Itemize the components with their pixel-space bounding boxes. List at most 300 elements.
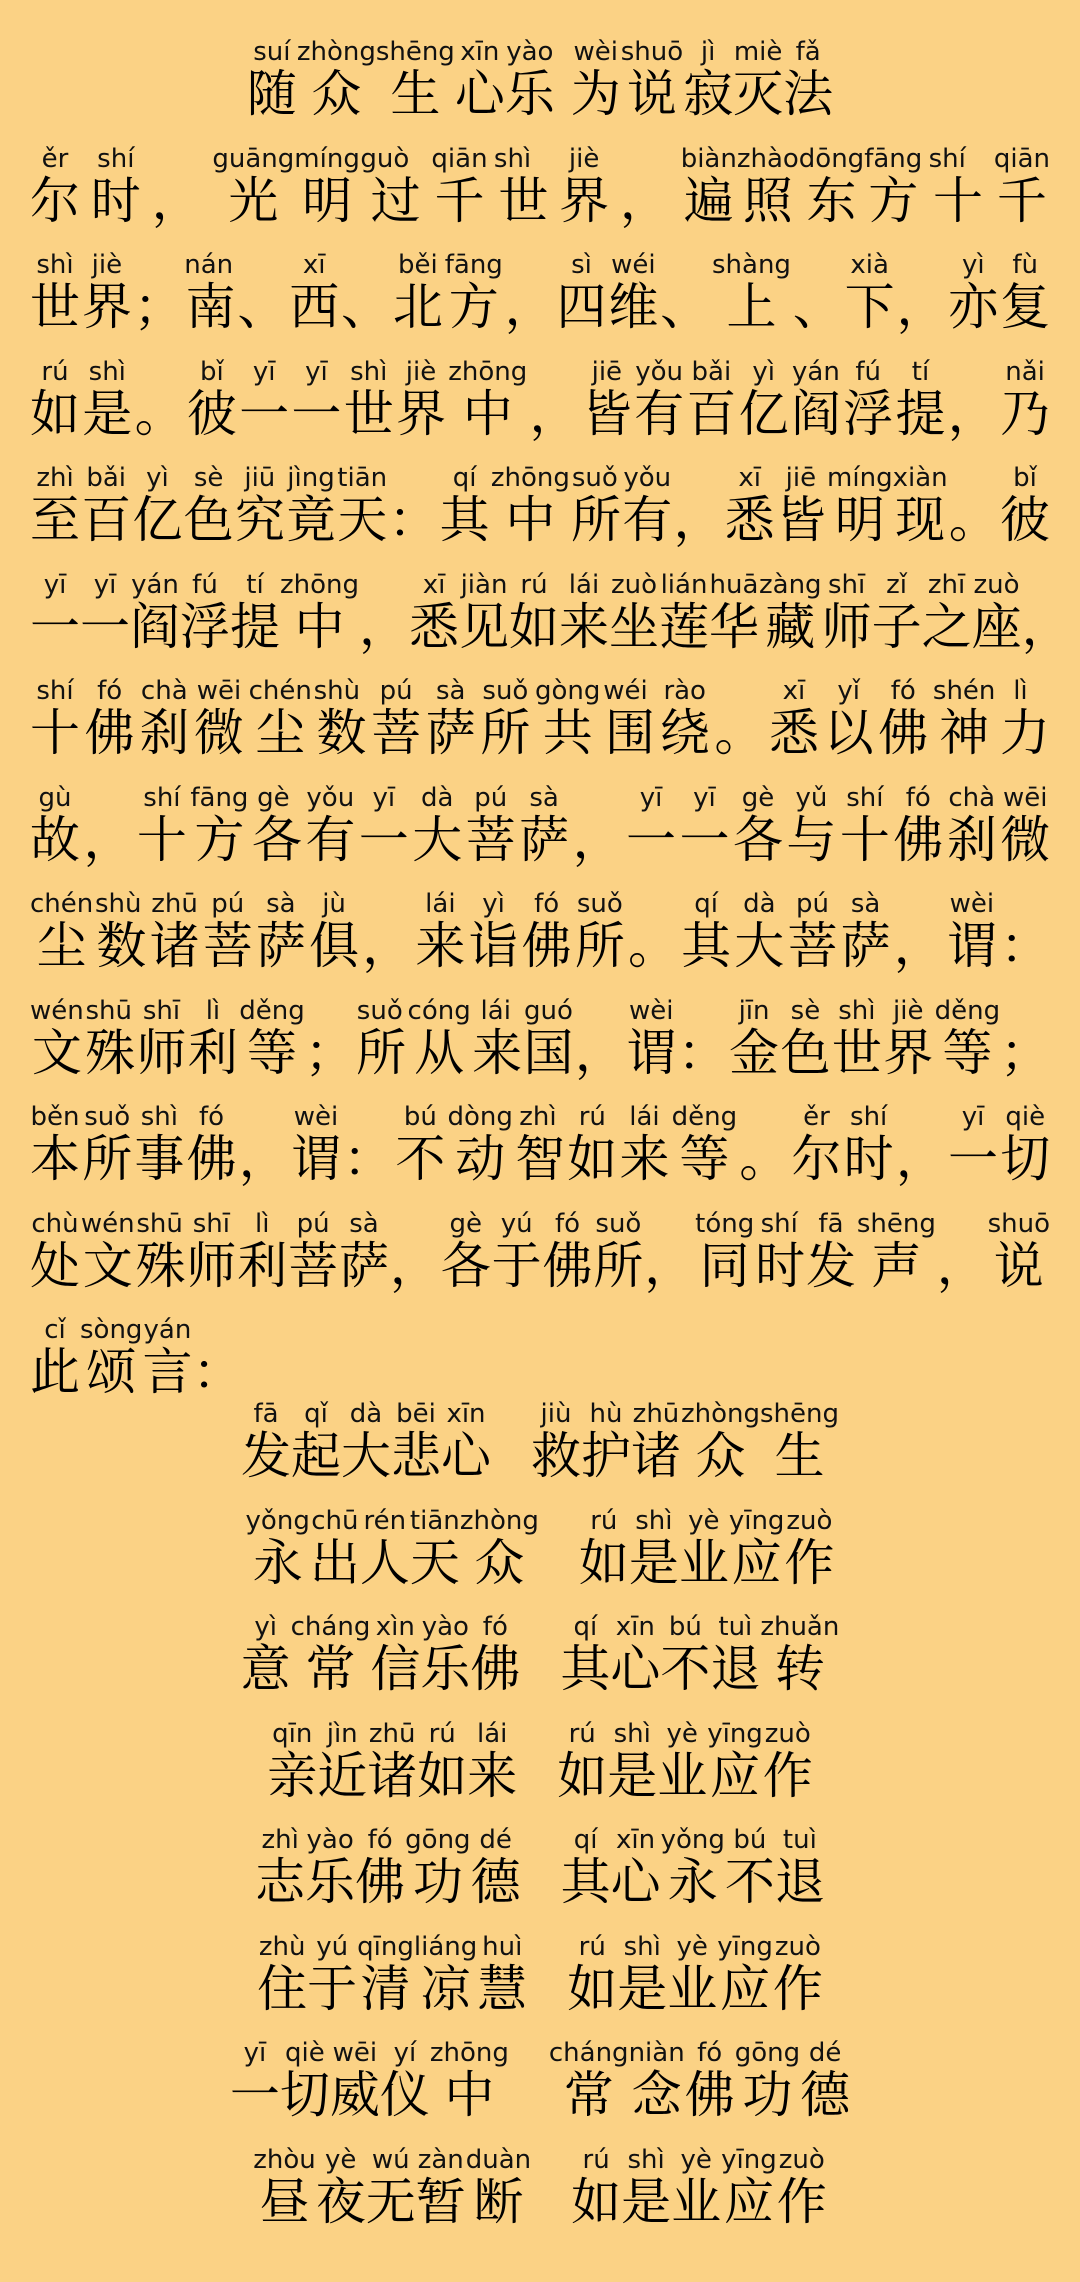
pinyin: zhòu (253, 2144, 316, 2175)
hanzi: 悉 (724, 491, 776, 549)
pinyin: wén (80, 1208, 135, 1239)
pinyin: zàng (759, 569, 822, 600)
ruby-char (791, 1102, 844, 1188)
ruby-char (660, 1612, 711, 1698)
ruby-char (341, 278, 393, 336)
pinyin: zhōng (448, 356, 528, 387)
ruby-char (729, 995, 781, 1082)
ruby-char (759, 569, 822, 656)
ruby-char (707, 1718, 763, 1805)
hanzi: 微 (1000, 810, 1051, 869)
hanzi: 百 (686, 384, 739, 443)
pinyin: fù (1000, 250, 1051, 280)
hanzi: 遍 (680, 171, 737, 230)
hanzi: 灭 (733, 65, 784, 123)
hanzi: 如 (557, 1746, 608, 1805)
ruby-char (267, 1718, 318, 1805)
ruby-char (559, 569, 609, 656)
pinyin: dòng (447, 1102, 513, 1132)
ruby-char (839, 782, 894, 869)
pinyin: bǎi (81, 463, 132, 493)
ruby-char (567, 1102, 620, 1188)
ruby-char (239, 995, 305, 1082)
ruby-char (237, 278, 289, 336)
ruby-char (470, 995, 524, 1082)
pinyin: jīn (729, 995, 780, 1026)
ruby-char (681, 889, 735, 975)
hanzi: 菩 (371, 704, 426, 762)
ruby-char (291, 356, 344, 443)
hanzi: 百 (81, 491, 133, 549)
pinyin: yī (948, 1102, 999, 1132)
hanzi: 所 (480, 704, 536, 762)
ruby-char (415, 889, 469, 975)
pinyin: yīng (721, 2144, 777, 2175)
hanzi: 亲 (267, 1746, 318, 1805)
ruby-char (491, 1208, 543, 1295)
hanzi: 世 (487, 171, 560, 230)
pinyin: wèi (290, 1102, 341, 1132)
hanzi: 十 (30, 704, 85, 762)
verse-second-half (578, 1505, 835, 1592)
hanzi: 夜 (315, 2172, 366, 2231)
pinyin: gòng (535, 676, 601, 706)
pinyin: lái (467, 1718, 518, 1749)
hanzi: 功 (405, 1853, 471, 1911)
hanzi: 近 (317, 1746, 368, 1805)
pinyin: jì (683, 37, 734, 67)
ruby-char (570, 37, 621, 123)
ruby-char (371, 676, 426, 762)
ruby-char (409, 569, 459, 656)
verse-block (0, 1399, 1080, 2254)
pinyin: xiàn (892, 463, 948, 493)
hanzi: 乐 (504, 65, 555, 123)
ruby-char (305, 1825, 356, 1911)
pinyin (390, 1209, 440, 1239)
hanzi: 诸 (149, 917, 203, 975)
ruby-char (710, 1612, 761, 1698)
pinyin: yán (790, 356, 841, 387)
hanzi: 如 (567, 1130, 620, 1188)
pinyin: ěr (791, 1102, 842, 1132)
hanzi: ， (359, 597, 409, 656)
ruby-char (798, 143, 865, 230)
hanzi: 南 (183, 278, 238, 336)
hanzi: 寂 (683, 65, 734, 123)
pinyin: sòng (80, 1315, 143, 1345)
ruby-char (248, 782, 306, 869)
hanzi: ， (673, 491, 725, 549)
pinyin: qí (439, 463, 490, 493)
ruby-char (212, 143, 295, 230)
hanzi: ， (1021, 597, 1072, 656)
ruby-char (762, 1718, 813, 1805)
pinyin: wēi (329, 2038, 380, 2068)
ruby-char (90, 143, 152, 230)
pinyin: suí (246, 37, 297, 67)
hanzi: 众 (680, 1427, 760, 1485)
ruby-char (359, 598, 409, 656)
hanzi: 佛 (355, 1853, 406, 1911)
hanzi: 以 (823, 704, 879, 762)
pinyin: qiè (279, 2038, 330, 2068)
ruby-char (358, 782, 413, 869)
hanzi: 莲 (659, 597, 709, 656)
ruby-char (448, 356, 528, 443)
hanzi: 悲 (390, 1427, 441, 1485)
hanzi: 照 (736, 171, 799, 230)
pinyin: sè (780, 995, 831, 1026)
hanzi: 言 (142, 1343, 193, 1401)
ruby-char (548, 2038, 629, 2124)
prose-line (30, 569, 1072, 680)
hanzi: 菩 (288, 1236, 339, 1295)
hanzi: 佛 (542, 1236, 594, 1295)
hanzi: 如 (30, 384, 83, 443)
hanzi: 有 (634, 384, 687, 443)
pinyin (192, 1315, 242, 1345)
hanzi: 尔 (30, 171, 91, 230)
pinyin: bēi (390, 1399, 441, 1429)
ruby-char (311, 676, 372, 762)
pinyin: shí (90, 143, 141, 174)
ruby-char (139, 676, 194, 762)
pinyin: jiū (234, 463, 285, 493)
ruby-char (1000, 463, 1051, 549)
hanzi: 现 (892, 491, 948, 549)
pinyin: guāng (212, 143, 295, 174)
ruby-char (392, 250, 445, 336)
pinyin: fó (355, 1825, 406, 1855)
pinyin: yǒng (660, 1825, 725, 1855)
pinyin: jù (309, 889, 360, 919)
pinyin: běi (392, 250, 443, 280)
hanzi: 尘 (248, 704, 312, 762)
pinyin: wèi (570, 37, 621, 67)
hanzi: 、 (660, 278, 712, 336)
ruby-char (626, 995, 678, 1082)
pinyin: yí (379, 2038, 430, 2068)
pinyin: zhōng (280, 569, 360, 600)
ruby-char (864, 143, 923, 230)
ruby-char (571, 2144, 622, 2231)
pinyin: yī (239, 356, 290, 387)
ruby-char (840, 889, 894, 975)
ruby-char (610, 1825, 661, 1911)
ruby-char (772, 1931, 823, 2018)
pinyin: yè (315, 2144, 366, 2175)
hanzi: 等 (934, 1023, 1001, 1082)
pinyin: jiè (395, 356, 446, 387)
pinyin: zuò (762, 1718, 813, 1749)
ruby-char (556, 250, 609, 336)
pinyin: cǐ (30, 1315, 80, 1345)
pinyin (948, 357, 998, 387)
hanzi: 转 (760, 1640, 840, 1698)
hanzi: 一 (626, 810, 680, 869)
pinyin: dōng (798, 143, 865, 174)
hanzi: 来 (415, 917, 469, 975)
ruby-char (932, 676, 996, 762)
hanzi: 信 (370, 1640, 421, 1698)
ruby-char (827, 463, 893, 549)
hanzi: 其 (560, 1853, 611, 1911)
hanzi: 一 (358, 810, 413, 869)
ruby-char (470, 1612, 521, 1698)
ruby-char (237, 1208, 289, 1295)
ruby-char (407, 995, 471, 1082)
hanzi: 藏 (759, 597, 822, 656)
pinyin: rú (578, 1505, 629, 1536)
pinyin (135, 357, 185, 387)
ruby-char (80, 1208, 135, 1295)
hanzi: 东 (798, 171, 865, 230)
pinyin: lì (237, 1208, 288, 1239)
pinyin (896, 250, 946, 280)
pinyin: tóng (695, 1208, 755, 1239)
pinyin: běn (30, 1102, 81, 1132)
pinyin: rú (417, 1718, 468, 1749)
hanzi: 文 (80, 1236, 135, 1295)
ruby-char (470, 1825, 521, 1911)
ruby-char (630, 1399, 681, 1485)
ruby-char (680, 143, 737, 230)
ruby-char (609, 569, 659, 656)
ruby-char (30, 889, 94, 975)
ruby-char (800, 2038, 851, 2124)
verse-first-half (245, 1505, 539, 1592)
ruby-char (557, 1718, 608, 1805)
ruby-char (575, 1024, 626, 1082)
hanzi: 微 (193, 704, 249, 762)
hanzi: 发 (240, 1427, 291, 1485)
ruby-char (296, 37, 376, 123)
hanzi: 世 (831, 1023, 884, 1082)
hanzi: 如 (567, 1959, 618, 2018)
hanzi: 故 (30, 810, 84, 869)
prose-line (30, 356, 1051, 467)
ruby-char (83, 811, 136, 869)
hanzi: 方 (444, 278, 503, 336)
pinyin: míng (294, 143, 360, 174)
pinyin: sà (255, 889, 306, 919)
ruby-char (626, 782, 680, 869)
prose-line (30, 463, 1051, 573)
pinyin: chū (309, 1505, 360, 1536)
pinyin: suǒ (354, 995, 405, 1026)
pinyin: chà (139, 676, 190, 706)
pinyin: xià (844, 250, 895, 280)
pinyin: fāng (190, 782, 249, 813)
pinyin: rú (567, 1102, 618, 1132)
prose-line (30, 1208, 1051, 1319)
pinyin (573, 783, 623, 813)
pinyin: yǒu (305, 782, 356, 813)
ruby-char (724, 463, 776, 549)
ruby-char (724, 1825, 775, 1911)
ruby-char (680, 1399, 760, 1485)
hanzi: 颂 (80, 1343, 143, 1401)
hanzi: 下 (844, 278, 897, 336)
pinyin: zhōng (490, 463, 570, 493)
pinyin: yào (305, 1825, 356, 1855)
hanzi: 如 (417, 1746, 468, 1805)
pinyin: jiē (775, 463, 826, 493)
ruby-char (667, 1931, 718, 2018)
pinyin: jìng (286, 463, 337, 493)
hanzi: 菩 (202, 917, 256, 975)
pinyin: pú (371, 676, 422, 706)
ruby-char (831, 995, 884, 1082)
ruby-char (856, 1208, 936, 1295)
ruby-char (948, 250, 1001, 336)
ruby-char (787, 889, 841, 975)
pinyin (359, 570, 409, 600)
prose-line (30, 889, 1051, 999)
ruby-char (255, 1825, 306, 1911)
hanzi: 俱 (309, 917, 363, 975)
hanzi: 中 (448, 384, 528, 443)
verse-first-half (267, 1718, 518, 1805)
ruby-char (30, 463, 82, 549)
pinyin: zuò (971, 569, 1022, 600)
pinyin (239, 1102, 289, 1132)
pinyin: fó (684, 2038, 735, 2068)
ruby-char (288, 1208, 339, 1295)
hanzi: 各 (248, 810, 306, 869)
ruby-char (657, 1718, 708, 1805)
hanzi: 界 (81, 278, 134, 336)
ruby-char (359, 143, 432, 230)
ruby-char (477, 1931, 528, 2018)
ruby-char (734, 2038, 801, 2124)
ruby-char (733, 37, 784, 123)
verse-line (0, 1399, 1080, 1509)
ruby-char (234, 463, 287, 549)
ruby-char (948, 1102, 1001, 1188)
ruby-char (280, 569, 360, 656)
pinyin: bǐ (1000, 463, 1050, 493)
ruby-char (83, 995, 137, 1082)
pinyin: yī (30, 569, 80, 600)
hanzi: 、 (790, 278, 845, 336)
hanzi: 提 (895, 384, 948, 443)
ruby-char (776, 2144, 827, 2231)
pinyin: fó (521, 889, 572, 919)
hanzi: 浮 (843, 384, 896, 443)
ruby-char (660, 1825, 725, 1911)
hanzi: 来 (559, 597, 609, 656)
pinyin: yī (358, 782, 409, 813)
ruby-char (190, 782, 249, 869)
pinyin (660, 250, 710, 280)
ruby-char (659, 676, 715, 762)
ruby-char (721, 2144, 777, 2231)
ruby-char (783, 37, 834, 123)
pinyin: fó (84, 676, 135, 706)
ruby-char (136, 995, 188, 1082)
pinyin: wéi (600, 676, 651, 706)
prose-line (30, 143, 1050, 254)
hanzi: 千 (993, 171, 1050, 230)
ruby-char (255, 889, 310, 975)
pinyin: dà (734, 889, 785, 919)
pinyin: yè (671, 2144, 722, 2175)
pinyin: tí (895, 356, 946, 387)
pinyin: xī (724, 463, 775, 493)
ruby-char (619, 1102, 672, 1188)
pinyin: fú (180, 569, 230, 600)
pinyin: shí (922, 143, 973, 174)
hanzi: 退 (710, 1640, 761, 1698)
hanzi: 亦 (948, 278, 1001, 336)
pinyin: chù (30, 1208, 81, 1239)
prose-line (30, 250, 1051, 360)
hanzi: 色 (183, 491, 235, 549)
ruby-char (971, 569, 1022, 656)
pinyin (791, 250, 841, 280)
pinyin (948, 463, 998, 493)
hanzi: 暂 (415, 2172, 466, 2231)
pinyin: fā (240, 1399, 291, 1429)
pinyin: ěr (30, 143, 80, 174)
hanzi: 一 (948, 1130, 1001, 1188)
pinyin: fó (186, 1102, 237, 1132)
hanzi: 此 (30, 1343, 80, 1401)
hanzi: 生 (759, 1427, 839, 1485)
pinyin: cháng (548, 2038, 629, 2068)
pinyin: yú (491, 1208, 542, 1239)
pinyin: cóng (407, 995, 471, 1026)
hanzi: 功 (734, 2066, 801, 2124)
hanzi: ， (574, 1023, 627, 1082)
pinyin: lì (187, 995, 238, 1026)
ruby-char (337, 463, 389, 549)
pinyin: shēng (375, 37, 455, 67)
pinyin: jiù (530, 1399, 581, 1429)
hanzi: 应 (728, 1533, 785, 1592)
pinyin: zhào (736, 143, 799, 174)
ruby-char (93, 889, 150, 975)
pinyin: shí (843, 1102, 894, 1132)
ruby-char (30, 782, 84, 869)
pinyin: yì (132, 463, 183, 493)
hanzi: 时 (90, 171, 152, 230)
hanzi: 断 (465, 2172, 532, 2231)
ruby-char (84, 676, 140, 762)
ruby-char (628, 2038, 685, 2124)
hanzi: 从 (407, 1023, 471, 1082)
ruby-char (936, 1237, 988, 1295)
ruby-char (1000, 1024, 1050, 1082)
hanzi: 声 (856, 1236, 936, 1295)
hanzi: 时 (754, 1236, 806, 1295)
hanzi: 人 (359, 1533, 410, 1592)
hanzi: 谓 (626, 1023, 678, 1082)
hanzi: 之 (921, 597, 972, 656)
verse-second-half (548, 2038, 851, 2124)
ruby-char (542, 1208, 594, 1295)
pinyin: zhòng (296, 37, 376, 67)
ruby-char (444, 250, 503, 336)
ruby-char (82, 1102, 135, 1188)
ruby-char (359, 1505, 410, 1592)
pinyin (936, 1209, 986, 1239)
ruby-char (440, 1208, 492, 1295)
ruby-char (425, 676, 481, 762)
ruby-char (355, 1825, 406, 1911)
